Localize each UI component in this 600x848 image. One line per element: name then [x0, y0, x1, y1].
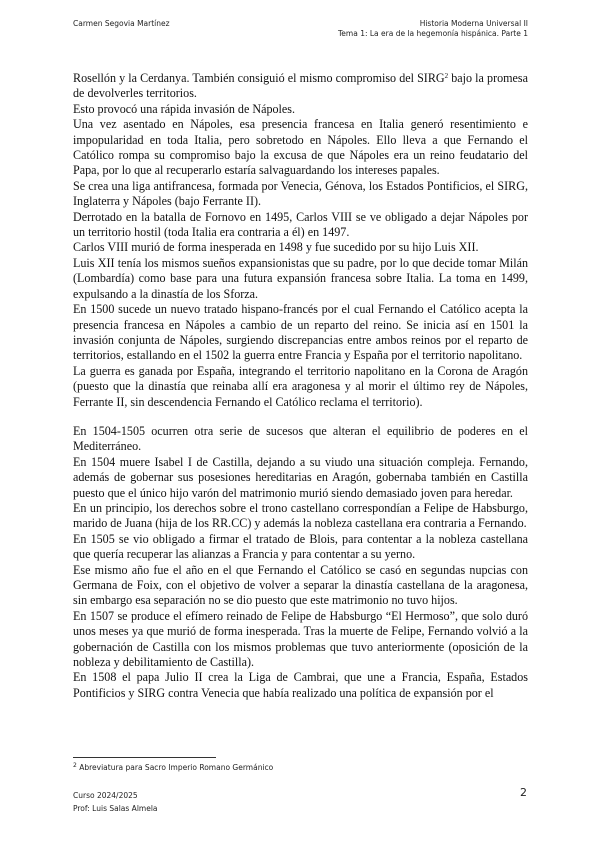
body-paragraph: Carlos VIII murió de forma inesperada en 1498 y fue sucedido por su hijo Luis XII. [73, 240, 479, 255]
paragraph-gap [73, 410, 528, 424]
body-paragraph: Se crea una liga antifrancesa, formada por Venecia, Génova, los Estados Pontificios, el SIRG, Inglaterra y Nápoles (bajo Ferrante II). [73, 178, 528, 209]
footnote-reference[interactable]: 2 [444, 72, 449, 80]
footer-course: Curso 2024/2025 [73, 791, 138, 800]
header-course-title: Historia Moderna Universal II [419, 19, 528, 28]
document-body [73, 71, 528, 701]
body-paragraph: Una vez asentado en Nápoles, esa presencia francesa en Italia generó resentimiento e impopularidad en toda Italia, pero sobretodo en Nápoles. Ello lleva a que Fernando el Católico rompa su compromiso bajo la excusa de que Nápoles era un reino feudatario del Papa, por lo que al recuperarlo estaría salvaguardando los intereses papales. [73, 117, 528, 178]
body-paragraph: Esto provocó una rápida invasión de Nápoles. [73, 101, 295, 116]
header-topic: Tema 1: La era de la hegemonía hispánica. Parte 1 [337, 29, 528, 38]
page-number: 2 [520, 786, 527, 799]
body-paragraph: Rosellón y la Cerdanya. También consiguió el mismo compromiso del SIRG$^2$ bajo la promesa de devolverles territorios. [73, 71, 528, 101]
body-paragraph: Luis XII tenía los mismos sueños expansionistas que su padre, por lo que decide tomar Milán (Lombardía) como base para una futura expansión francesa sobre Italia. La toma en 1499, expulsando a la dinastía de los Sforza. [73, 255, 528, 301]
header-right [338, 19, 528, 39]
footnote-separator [73, 757, 216, 758]
footnote-text: Abreviatura para Sacro Imperio Romano Germánico [76, 763, 274, 772]
body-paragraph: En un principio, los derechos sobre el trono castellano correspondían a Felipe de Habsburgo, marido de Juana (hija de los RR.CC) y además la nobleza castellana era contraria a Fernando. [73, 500, 528, 531]
footnote-number: 2 [73, 762, 77, 769]
body-paragraph: En 1504 muere Isabel I de Castilla, dejando a su viudo una situación compleja. Fernando, además de gobernar sus posesiones hereditarias en Aragón, gobernaba también en Castilla puesto que el único hijo varón del matrimonio murió siendo demasiado joven para heredar. [73, 454, 528, 500]
body-paragraph: En 1507 se produce el efímero reinado de Felipe de Habsburgo “El Hermoso”, que solo duró unos meses ya que murió de forma inesperada. Tras la muerte de Felipe, Fernando volvió a la gobernación de Castilla con los mismos problemas que tuvo anteriormente (oposición de la nobleza y debilitamiento de Castilla). [73, 608, 528, 670]
body-paragraph: En 1504-1505 ocurren otra serie de sucesos que alteran el equilibrio de poderes en el Mediterráneo. [73, 423, 528, 454]
footer-left [73, 789, 158, 815]
body-paragraph: La guerra es ganada por España, integrando el territorio napolitano en la Corona de Aragón (puesto que la dinastía que reinaba allí era aragonesa y al morir el último rey de Nápoles, Ferrante II, sin descendencia Fernando el Católico reclama el territorio). [73, 363, 528, 409]
body-paragraph: En 1500 sucede un nuevo tratado hispano-francés por el cual Fernando el Católico acepta la presencia francesa en Nápoles a cambio de un reparto del reino. Se inicia así en 1501 la invasión conjunta de Nápoles, surgiendo discrepancias entre ambos reinos por el reparto de territorios, estallando en el 1502 la guerra entre Francia y España por el territorio napolitano. [73, 302, 528, 363]
body-paragraph: En 1505 se vio obligado a firmar el tratado de Blois, para contentar a la nobleza castellana que quería recuperar las alianzas a Francia y para contentar a su yerno. [73, 531, 528, 562]
footer-professor: Prof: Luis Salas Almela [73, 804, 158, 813]
body-paragraph: En 1508 el papa Julio II crea la Liga de Cambrai, que une a Francia, España, Estados Pontificios y SIRG contra Venecia que había realizado una política de expansión por el [73, 670, 528, 700]
body-paragraph: Derrotado en la batalla de Fornovo en 1495, Carlos VIII se ve obligado a dejar Nápoles por un territorio hostil (toda Italia era contraria a él) en 1497. [73, 209, 528, 240]
footnote [73, 763, 273, 772]
body-paragraph: Ese mismo año fue el año en el que Fernando el Católico se casó en segundas nupcias con Germana de Foix, con el objetivo de volver a separar la dinastía castellana de la aragonesa, sin embargo esa separación no se dio puesto que este matrimonio no tuvo hijos. [73, 562, 528, 608]
header-author: Carmen Segovia Martínez [73, 19, 170, 28]
